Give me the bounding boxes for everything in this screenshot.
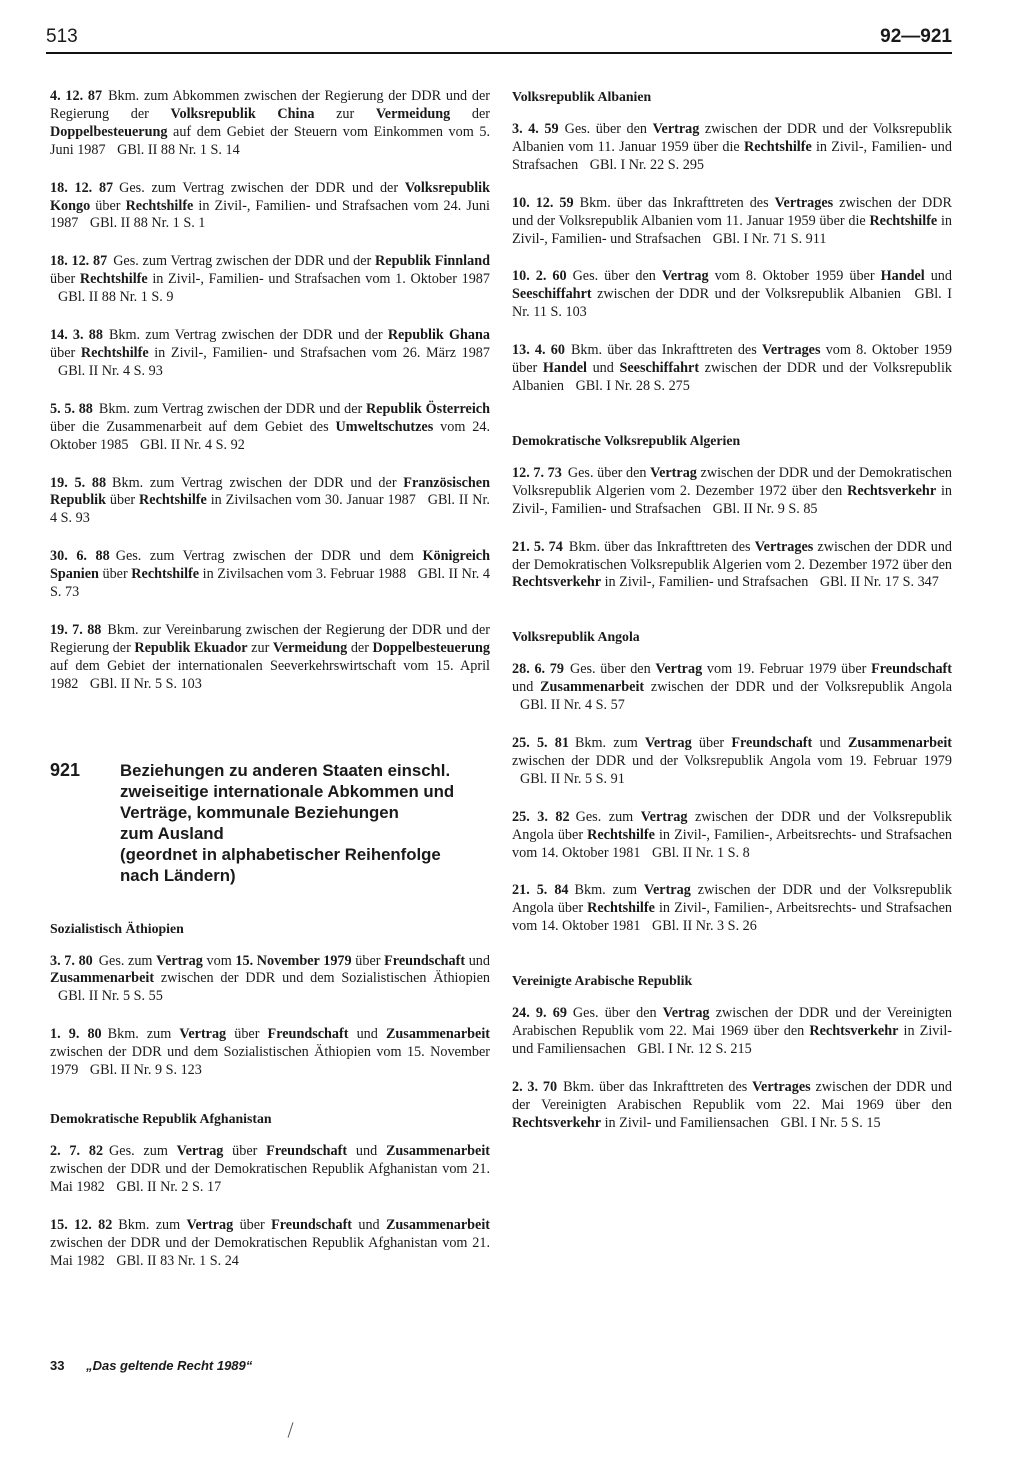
entry-text: Bkm. über das Inkrafttreten des Vertrages zwischen der DDR und der Vereinigten Arabischen Republik vom 22. Mai 1969 über den Rechtsverkehr in Zivil- und Familiensachen [512, 1078, 953, 1131]
entry-text: Ges. zum Vertrag vom 15. November 1979 über Freundschaft und Zusammenarbeit zwischen der DDR und dem Sozialistischen Äthiopien [50, 952, 490, 987]
entry-text: Bkm. zum Vertrag zwischen der DDR und der Republik Österreich über die Zusammenarbeit auf dem Gebiet des Umweltschutzes vom 24. Oktober 1985 [50, 400, 490, 453]
footer-title: „Das geltende Recht 1989“ [86, 1358, 253, 1373]
footer-number: 33 [50, 1358, 65, 1373]
left-country-groups [50, 920, 490, 1271]
entry-date: 18. 12. 87 [50, 179, 114, 196]
entry-source: GBl. II 88 Nr. 1 S. 9 [58, 289, 174, 306]
entry-date: 25. 3. 82 [512, 808, 570, 825]
legal-entry [50, 953, 490, 1007]
section-title-line: zweiseitige internationale Abkommen und [120, 781, 455, 801]
entry-date: 15. 12. 82 [50, 1216, 113, 1233]
legal-entry [512, 735, 952, 789]
entry-source: GBl. I Nr. 28 S. 275 [575, 377, 690, 394]
legal-entry [512, 268, 952, 322]
left-column [50, 88, 490, 1290]
left-entries-top [50, 88, 490, 694]
entry-source: GBl. II Nr. 5 S. 91 [520, 770, 625, 787]
entry-text: Ges. über den Vertrag zwischen der DDR und der Vereinigten Arabischen Republik vom 22. Mai 1969 über den Rechtsverkehr in Zivil- und Familiensachen [512, 1005, 952, 1057]
entry-source: GBl. II Nr. 9 S. 85 [712, 500, 818, 517]
legal-entry [50, 622, 490, 694]
entry-date: 3. 7. 80 [50, 952, 93, 969]
entry-source: GBl. II Nr. 5 S. 103 [89, 675, 202, 692]
legal-entry [50, 180, 490, 234]
entry-text: Ges. zum Vertrag über Freundschaft und Zusammenarbeit zwischen der DDR und der Demokratischen Republik Afghanistan vom 21. Mai 1982 [50, 1143, 490, 1195]
entry-text: Bkm. zum Abkommen zwischen der Regierung der DDR und der Regierung der Volksrepublik China zur Vermeidung der Doppelbesteuerung auf dem Gebiet der Steuern vom Einkommen vom 5. Juni 1987 [50, 88, 490, 158]
section-title-line: nach Ländern) [120, 865, 236, 885]
entry-source: GBl. II Nr. 1 S. 8 [652, 844, 750, 861]
entry-text: Bkm. über das Inkrafttreten des Vertrages zwischen der DDR und der Volksrepublik Albanien vom 11. Januar 1959 über die Rechtshilfe in Zivil-, Familien- und Strafsachen [512, 194, 952, 247]
entry-text: Bkm. zum Vertrag über Freundschaft und Zusammenarbeit zwischen der DDR und der Volksrepublik Angola vom 19. Februar 1979 [512, 735, 952, 769]
legal-entry [512, 342, 952, 396]
entry-text: Ges. zum Vertrag zwischen der DDR und der Volksrepublik Angola über Rechtshilfe in Zivil-, Familien-, Arbeitsrechts- und Strafsachen vom 14. Oktober 1981 [512, 808, 953, 861]
entry-text: Ges. über den Vertrag vom 8. Oktober 1959 über Handel und Seeschiffahrt zwischen der DDR und der Volksrepublik Albanien [512, 268, 952, 303]
entry-text: Bkm. zum Vertrag zwischen der DDR und der Republik Ghana über Rechtshilfe in Zivil-, Familien- und Strafsachen vom 26. März 1987 [50, 327, 490, 361]
entry-source: GBl. I Nr. 12 S. 215 [637, 1041, 752, 1057]
entry-date: 30. 6. 88 [50, 548, 110, 565]
entry-source: GBl. II Nr. 4 S. 93 [50, 492, 490, 527]
entry-source: GBl. I Nr. 22 S. 295 [589, 156, 705, 173]
entry-text: Ges. zum Vertrag zwischen der DDR und der Republik Finnland über Rechtshilfe in Zivil-, Familien- und Strafsachen vom 1. Oktober 1987 [50, 253, 490, 288]
legal-entry [50, 1143, 490, 1197]
entry-date: 19. 5. 88 [50, 474, 107, 491]
entry-date: 21. 5. 74 [512, 538, 563, 555]
entry-date: 21. 5. 84 [512, 882, 569, 899]
entry-text: Bkm. zum Vertrag über Freundschaft und Zusammenarbeit zwischen der DDR und dem Sozialistischen Äthiopien vom 15. November 1979 [50, 1026, 490, 1079]
country-heading: Sozialistisch Äthiopien [50, 920, 184, 936]
section-title-line: (geordnet in alphabetischer Reihenfolge [120, 844, 441, 864]
entry-date: 28. 6. 79 [512, 661, 564, 678]
entry-date: 18. 12. 87 [50, 253, 108, 270]
entry-source: GBl. II 88 Nr. 1 S. 14 [117, 141, 240, 158]
entry-source: GBl. II Nr. 4 S. 73 [50, 566, 490, 601]
entry-source: GBl. II Nr. 4 S. 57 [520, 697, 625, 714]
country-group [512, 432, 952, 592]
entry-source: GBl. II 88 Nr. 1 S. 1 [89, 215, 206, 232]
legal-entry [512, 195, 952, 249]
section-title [120, 760, 490, 886]
entry-source: GBl. II Nr. 4 S. 92 [139, 436, 245, 453]
legal-entry [512, 465, 952, 519]
legal-entry [512, 661, 952, 715]
legal-entry [512, 809, 952, 863]
entry-text: Ges. zum Vertrag zwischen der DDR und dem Königreich Spanien über Rechtshilfe in Zivilsachen vom 3. Februar 1988 [50, 548, 490, 583]
entry-source: GBl. II Nr. 17 S. 347 [819, 574, 939, 591]
right-column [512, 88, 952, 1153]
page-header [46, 26, 952, 54]
legal-entry [512, 1005, 952, 1059]
entry-date: 5. 5. 88 [50, 400, 93, 417]
entry-date: 25. 5. 81 [512, 735, 569, 752]
entry-date: 10. 2. 60 [512, 268, 567, 285]
country-heading: Demokratische Republik Afghanistan [50, 1111, 272, 1126]
entry-text: Ges. über den Vertrag zwischen der DDR und der Demokratischen Volksrepublik Algerien vom 2. Dezember 1972 über den Rechtsverkehr in Zivil-, Familien- und Strafsachen [512, 464, 953, 517]
legal-entry [50, 548, 490, 602]
entry-source: GBl. II Nr. 4 S. 93 [58, 362, 163, 379]
entry-date: 14. 3. 88 [50, 327, 103, 344]
entry-text: Ges. zum Vertrag zwischen der DDR und der Volksrepublik Kongo über Rechtshilfe in Zivil-, Familien- und Strafsachen vom 24. Juni 1987 [50, 179, 491, 232]
entry-source: GBl. II Nr. 3 S. 26 [652, 918, 757, 935]
pen-stroke-mark [288, 1422, 294, 1438]
legal-entry [50, 1026, 490, 1080]
legal-entry [512, 121, 952, 175]
country-group [50, 920, 490, 1080]
entry-text: Ges. über den Vertrag vom 19. Februar 1979 über Freundschaft und Zusammenarbeit zwischen der DDR und der Volksrepublik Angola [512, 661, 953, 696]
page-footer [50, 1358, 252, 1373]
entry-source: GBl. II Nr. 9 S. 123 [89, 1062, 202, 1079]
entry-source: GBl. I Nr. 5 S. 15 [780, 1114, 881, 1131]
entry-text: Ges. über den Vertrag zwischen der DDR und der Volksrepublik Albanien vom 11. Januar 1959 über die Rechtshilfe in Zivil-, Familien- und Strafsachen [512, 121, 953, 173]
entry-date: 10. 12. 59 [512, 194, 574, 211]
entry-date: 13. 4. 60 [512, 342, 565, 359]
entry-text: Bkm. zum Vertrag zwischen der DDR und der Französischen Republik über Rechtshilfe in Zivilsachen vom 30. Januar 1987 [50, 474, 490, 509]
entry-source: GBl. II Nr. 2 S. 17 [116, 1178, 222, 1195]
entry-date: 19. 7. 88 [50, 621, 102, 638]
entry-date: 2. 3. 70 [512, 1078, 558, 1095]
legal-entry [50, 1217, 490, 1271]
entry-date: 24. 9. 69 [512, 1005, 567, 1022]
country-heading: Vereinigte Arabische Republik [512, 973, 693, 989]
legal-entry [50, 327, 490, 381]
entry-source: GBl. I Nr. 11 S. 103 [512, 286, 952, 321]
legal-entry [50, 88, 490, 160]
section-block [50, 760, 490, 886]
country-heading: Volksrepublik Albanien [512, 89, 652, 104]
legal-entry [50, 475, 490, 529]
country-group [512, 88, 952, 396]
country-heading: Demokratische Volksrepublik Algerien [512, 432, 741, 448]
legal-entry [50, 401, 490, 455]
entry-text: Bkm. zur Vereinbarung zwischen der Regierung der DDR und der Regierung der Republik Ekuador zur Vermeidung der Doppelbesteuerung auf dem Gebiet der internationalen Seeverkehrswirtschaft vom 15. April 1982 [50, 621, 490, 692]
entry-date: 12. 7. 73 [512, 464, 562, 481]
entry-text: Bkm. über das Inkrafttreten des Vertrages vom 8. Oktober 1959 über Handel und Seeschiffahrt zwischen der DDR und der Volksrepublik Albanien [512, 342, 952, 394]
section-number: 921 [50, 759, 81, 780]
entry-source: GBl. II 83 Nr. 1 S. 24 [116, 1252, 239, 1269]
legal-entry [50, 253, 490, 307]
entry-date: 4. 12. 87 [50, 88, 103, 104]
country-group [512, 628, 952, 936]
entry-text: Bkm. über das Inkrafttreten des Vertrages zwischen der DDR und der Demokratischen Volksrepublik Algerien vom 2. Dezember 1972 über den Rechtsverkehr in Zivil-, Familien- und Strafsachen [512, 538, 953, 591]
entry-source: GBl. I Nr. 71 S. 911 [712, 230, 827, 247]
section-title-line: Beziehungen zu anderen Staaten einschl. [120, 760, 451, 780]
header-rule [46, 52, 952, 54]
page-number-right: 92—921 [880, 26, 952, 47]
country-heading: Volksrepublik Angola [512, 629, 640, 645]
entry-source: GBl. II Nr. 5 S. 55 [58, 988, 163, 1005]
legal-entry [512, 882, 952, 936]
section-title-line: Verträge, kommunale Beziehungen [120, 802, 399, 822]
entry-text: Bkm. zum Vertrag zwischen der DDR und der Volksrepublik Angola über Rechtshilfe in Zivil-, Familien-, Arbeitsrechts- und Strafsachen vom 14. Oktober 1981 [512, 882, 952, 935]
page-number-left: 513 [46, 26, 78, 47]
entry-text: Bkm. zum Vertrag über Freundschaft und Zusammenarbeit zwischen der DDR und der Demokratischen Republik Afghanistan vom 21. Mai 1982 [50, 1216, 490, 1269]
country-group [50, 1110, 490, 1270]
entry-date: 1. 9. 80 [50, 1026, 102, 1043]
entry-date: 3. 4. 59 [512, 121, 559, 137]
legal-entry [512, 539, 952, 593]
entry-date: 2. 7. 82 [50, 1143, 104, 1159]
country-group [512, 972, 952, 1132]
section-title-line: zum Ausland [120, 823, 224, 843]
legal-entry [512, 1079, 952, 1133]
